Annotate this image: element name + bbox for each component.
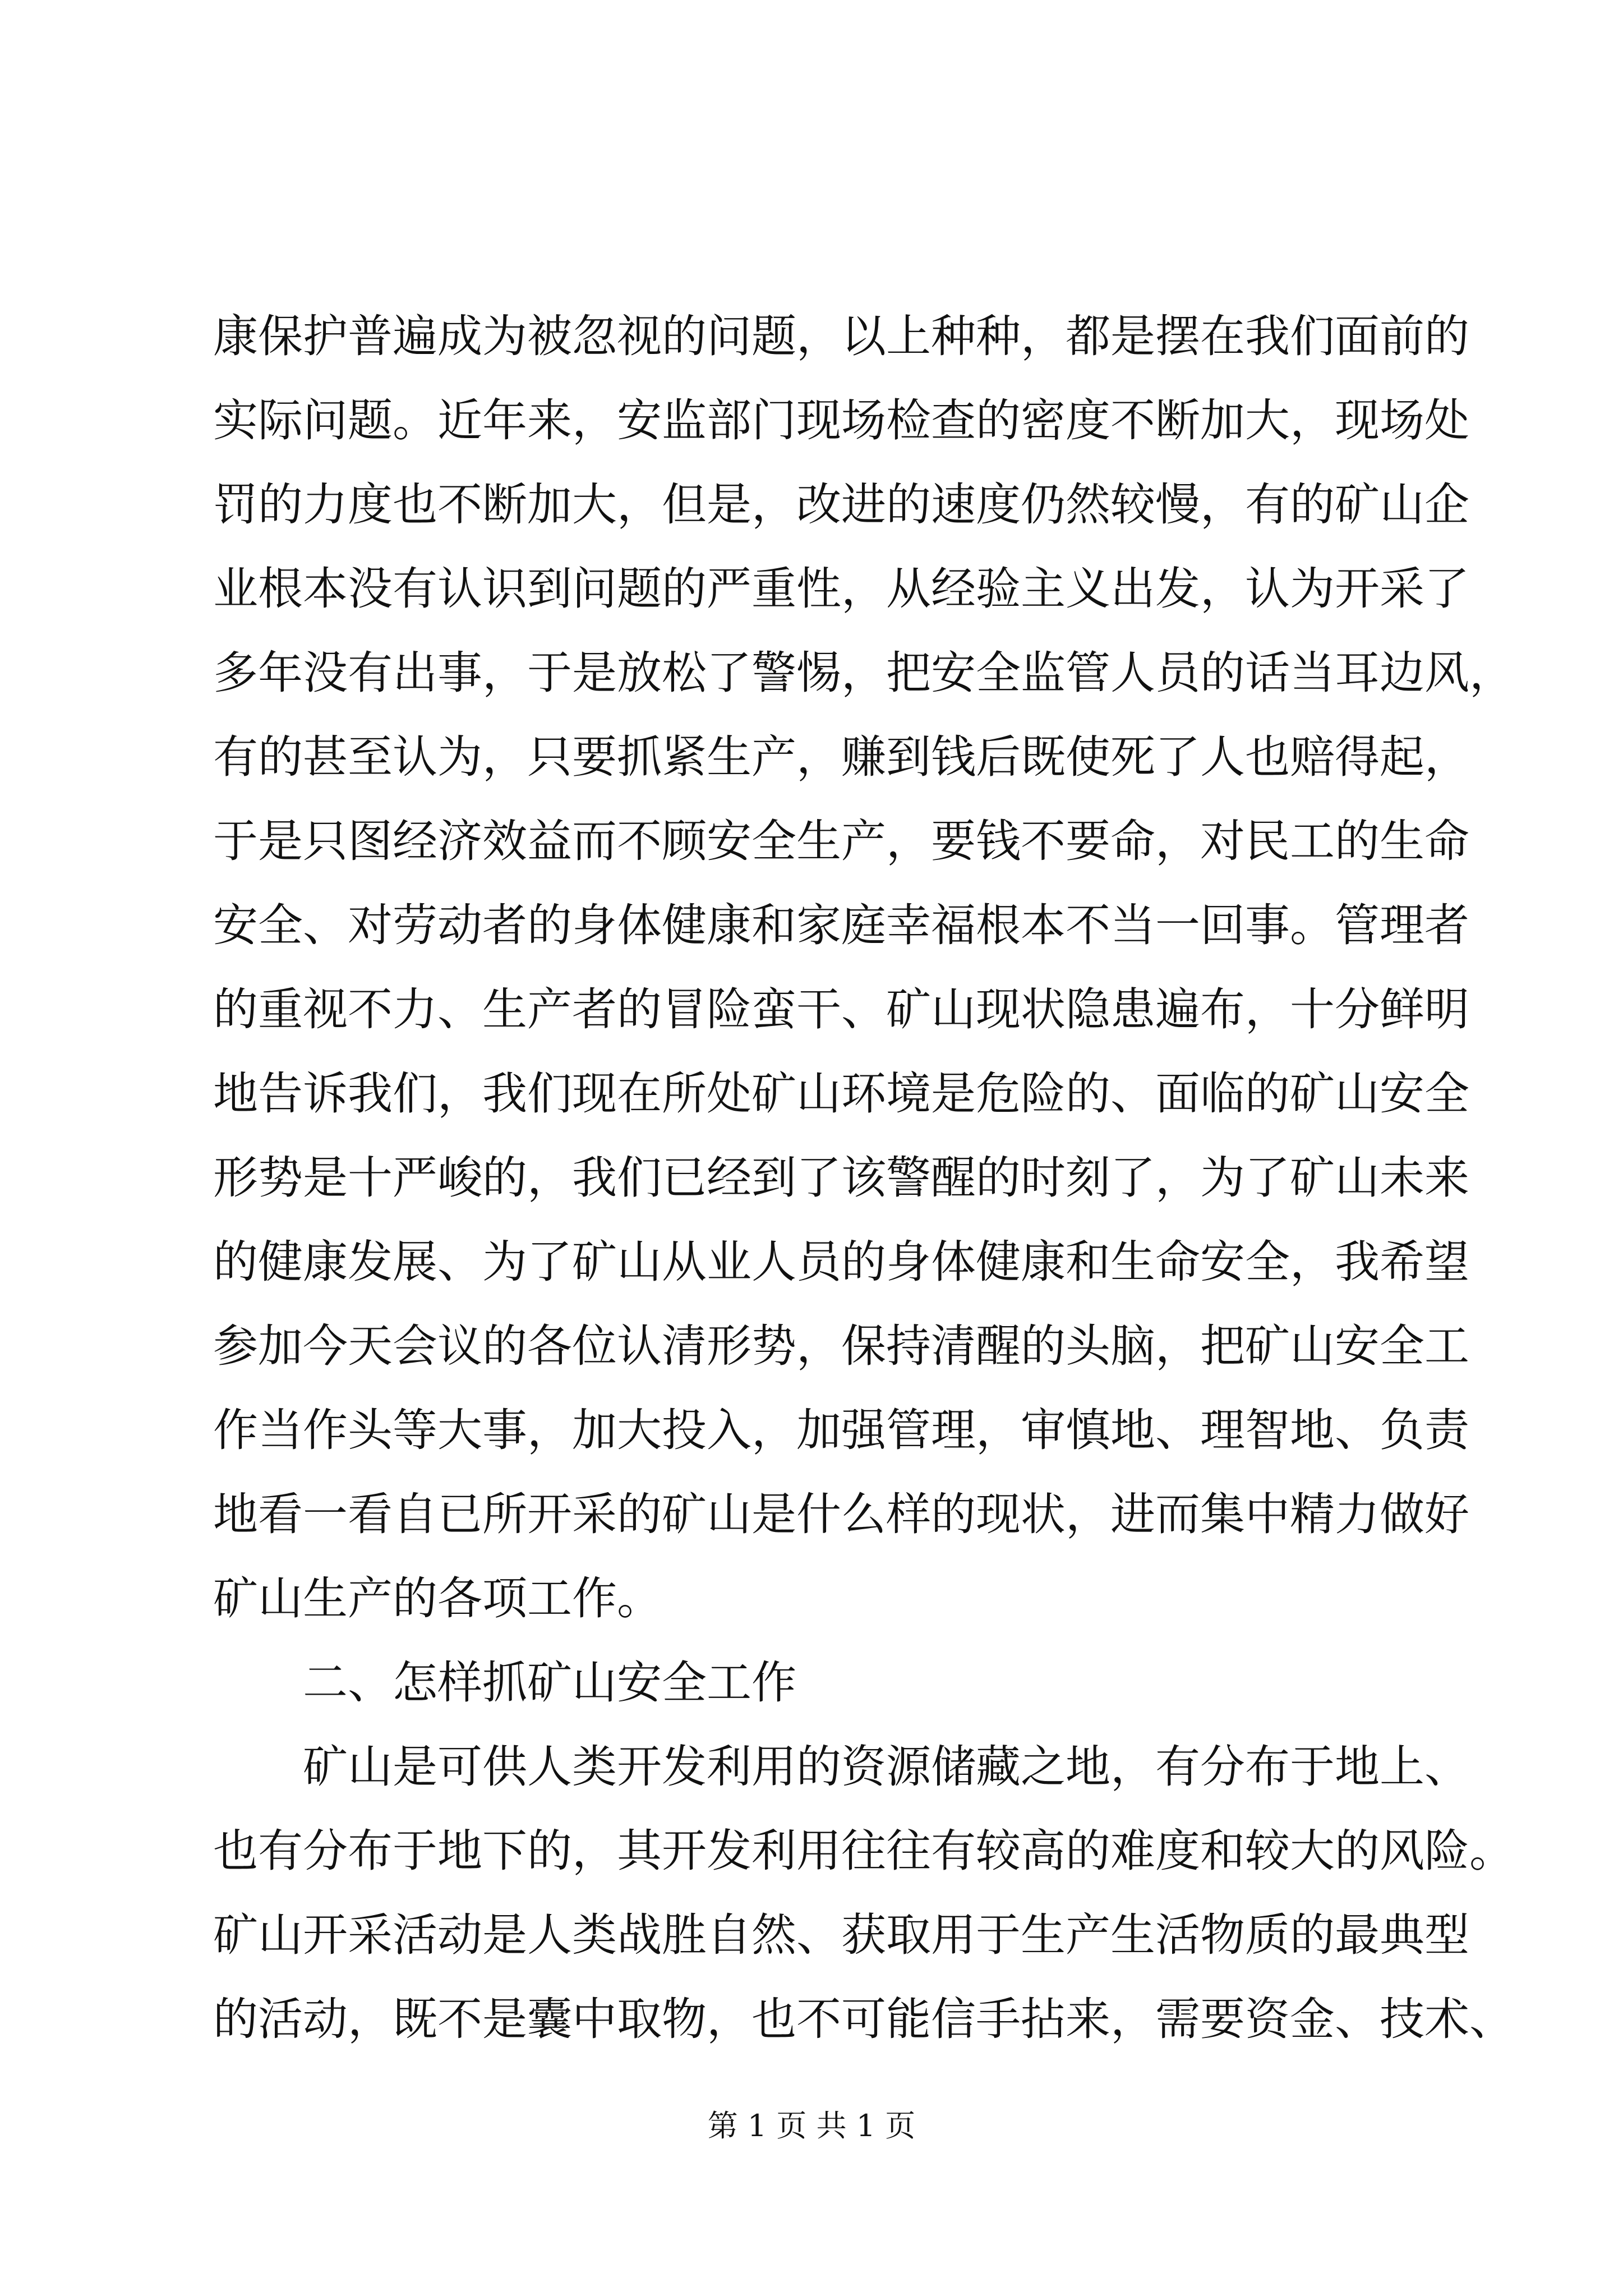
text-line: 形势是十严峻的，我们已经到了该警醒的时刻了，为了矿山未来 (213, 1152, 1469, 1204)
text-line: 地看一看自已所开采的矿山是什么样的现状，进而集中精力做好 (213, 1488, 1469, 1540)
text-line: 矿山开采活动是人类战胜自然、获取用于生产生活物质的最典型 (213, 1909, 1469, 1961)
text-line: 有的甚至认为，只要抓紧生产，赚到钱后既使死了人也赔得起， (213, 731, 1469, 783)
text-line: 的健康发展、为了矿山从业人员的身体健康和生命安全，我希望 (213, 1236, 1469, 1288)
page-number-footer: 第 1 页 共 1 页 (707, 2108, 916, 2143)
text-line: 的重视不力、生产者的冒险蛮干、矿山现状隐患遍布，十分鲜明 (213, 983, 1469, 1036)
text-line: 也有分布于地下的，其开发利用往往有较高的难度和较大的风险。 (213, 1825, 1514, 1877)
text-line: 罚的力度也不断加大，但是，改进的速度仍然较慢，有的矿山企 (213, 478, 1469, 531)
text-line: 于是只图经济效益而不顾安全生产，要钱不要命，对民工的生命 (213, 815, 1469, 867)
text-line: 多年没有出事，于是放松了警惕，把安全监管人员的话当耳边风， (213, 647, 1514, 699)
text-line: 康保护普遍成为被忽视的问题，以上种种，都是摆在我们面前的 (213, 310, 1469, 362)
text-line: 的活动，既不是囊中取物，也不可能信手拈来，需要资金、技术、 (213, 1993, 1514, 2045)
section-heading: 二、怎样抓矿山安全工作 (303, 1657, 796, 1709)
text-line: 参加今天会议的各位认清形势，保持清醒的头脑，把矿山安全工 (213, 1320, 1469, 1372)
text-line: 业根本没有认识到问题的严重性，从经验主义出发，认为开采了 (213, 563, 1469, 615)
text-line: 安全、对劳动者的身体健康和家庭幸福根本不当一回事。管理者 (213, 899, 1469, 951)
text-line: 矿山是可供人类开发利用的资源储藏之地，有分布于地上、 (303, 1741, 1469, 1793)
text-line: 作当作头等大事，加大投入，加强管理，审慎地、理智地、负责 (213, 1404, 1469, 1456)
text-line: 矿山生产的各项工作。 (213, 1572, 662, 1625)
text-line: 地告诉我们，我们现在所处矿山环境是危险的、面临的矿山安全 (213, 1068, 1469, 1120)
text-line: 实际问题。近年来，安监部门现场检查的密度不断加大，现场处 (213, 394, 1469, 447)
